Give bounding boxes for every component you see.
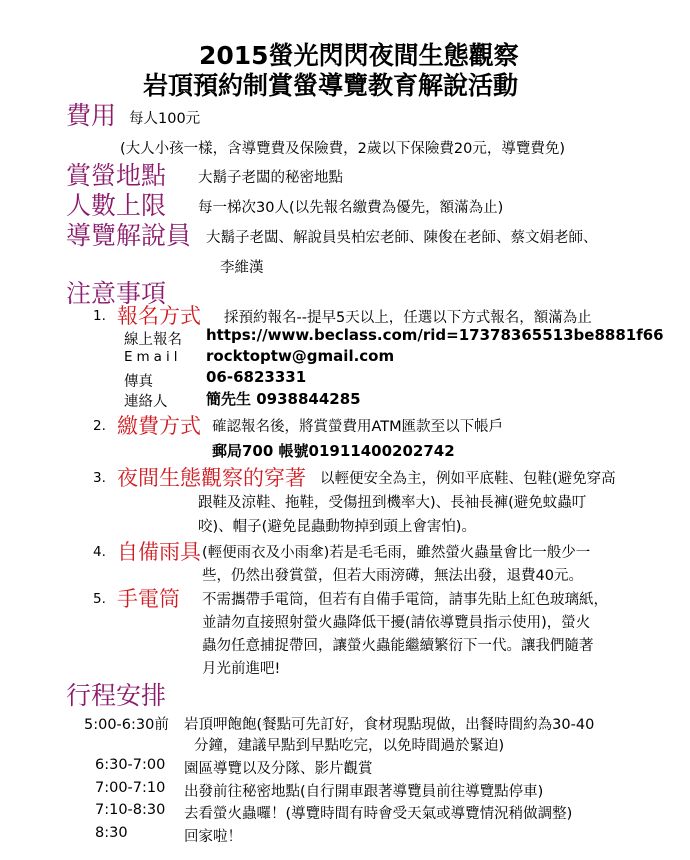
contact-label-fax: 傳真 [124,374,153,390]
schedule-text-4: 去看螢火蟲囉！(導覽時間有時會受天氣或導覽情況稍做調整) [184,806,573,822]
schedule-text-1-line-2: 分鐘，建議早點到早點吃完，以免時間過於緊迫) [194,738,505,754]
schedule-time-5: 8:30 [95,825,128,841]
note-number-2: 2. [93,418,106,434]
note-text-rain-line-2: 些，仍然出發賞螢，但若大雨滂礡，無法出發，退費40元。 [202,568,583,584]
schedule-time-3: 7:00-7:10 [95,780,166,796]
location-value: 大鬍子老闆的秘密地點 [198,170,343,186]
note-number-3: 3. [93,470,106,486]
note-text-flashlight-line-3: 蟲勿任意捕捉帶回，讓螢火蟲能繼續繁衍下一代。讓我們隨著 [202,638,594,654]
note-text-attire-line-2: 跟鞋及涼鞋、拖鞋，受傷扭到機率大)、長袖長褲(避免蚊蟲叮 [198,495,587,511]
note-number-1: 1. [93,308,106,324]
note-text-flashlight-line-4: 月光前進吧! [202,661,281,677]
fee-note: (大人小孩一樣，含導覽費及保險費，2歲以下保險費20元，導覽費免) [120,141,565,157]
title-line-1: 2015螢光閃閃夜間生態觀察 [199,41,519,70]
capacity-value: 每一梯次30人(以先報名繳費為優先，額滿為止) [198,200,504,216]
contact-label-email: Email [124,349,182,365]
note-text-flashlight-line-2: 並請勿直接照射螢火蟲降低干擾(請依導覽員指示使用)，螢火 [202,615,591,631]
contact-value-email[interactable]: rocktoptw@gmail.com [206,347,395,365]
contact-value-fax: 06-6823331 [206,368,307,386]
schedule-time-2: 6:30-7:00 [95,757,166,773]
note-title-payment: 繳費方式 [117,414,201,438]
note-text-attire-line-1: 以輕便安全為主，例如平底鞋、包鞋(避免穿高 [320,471,616,487]
guides-line-1: 大鬍子老闆、解說員吳柏宏老師、陳俊在老師、蔡文娟老師、 [206,230,598,246]
contact-value-online-url[interactable]: https://www.beclass.com/rid=17378365513be8881f66 [206,326,664,344]
capacity-heading: 人數上限 [66,191,167,220]
contact-value-person: 簡先生 0938844285 [206,390,361,408]
schedule-text-1-line-1: 岩頂呷飽飽(餐點可先訂好，食材現點現做，出餐時間約為30-40 [184,717,595,733]
note-title-attire: 夜間生態觀察的穿著 [117,466,306,490]
fee-heading: 費用 [66,101,117,130]
note-text-registration: 採預約報名--提早5天以上，任選以下方式報名，額滿為止 [224,310,592,326]
note-text-flashlight-line-1: 不需攜帶手電筒，但若有自備手電筒，請事先貼上紅色玻璃紙， [202,592,608,608]
title-line-2: 岩頂預約制賞螢導覽教育解說活動 [143,71,519,100]
note-text-attire-line-3: 咬)、帽子(避免昆蟲動物掉到頭上會害怕)。 [198,519,476,535]
schedule-text-3: 出發前往秘密地點(自行開車跟著導覽員前往導覽點停車) [184,784,544,800]
contact-label-online: 線上報名 [124,332,182,348]
schedule-text-2: 園區導覽以及分隊、影片觀賞 [184,761,373,777]
payment-account: 郵局700 帳號01911400202742 [212,442,455,460]
contact-label-person: 連絡人 [124,394,168,410]
guides-heading: 導覽解說員 [66,221,192,250]
note-text-payment: 確認報名後，將賞螢費用ATM匯款至以下帳戶 [212,419,504,435]
note-number-4: 4. [93,544,106,560]
note-title-rain-gear: 自備雨具 [117,540,201,564]
fee-value: 每人100元 [129,111,201,127]
note-number-5: 5. [93,591,106,607]
note-text-rain-line-1: (輕便雨衣及小雨傘)若是毛毛雨，雖然螢火蟲量會比一般少一 [202,545,591,561]
schedule-time-4: 7:10-8:30 [95,802,166,818]
guides-line-2: 李維漢 [220,260,264,276]
note-title-registration: 報名方式 [117,304,201,328]
schedule-time-1: 5:00-6:30前 [84,717,169,733]
notes-heading: 注意事項 [66,279,167,308]
schedule-text-5: 回家啦！ [184,829,242,845]
location-heading: 賞螢地點 [66,161,167,190]
schedule-heading: 行程安排 [66,681,167,710]
note-title-flashlight: 手電筒 [117,587,180,611]
